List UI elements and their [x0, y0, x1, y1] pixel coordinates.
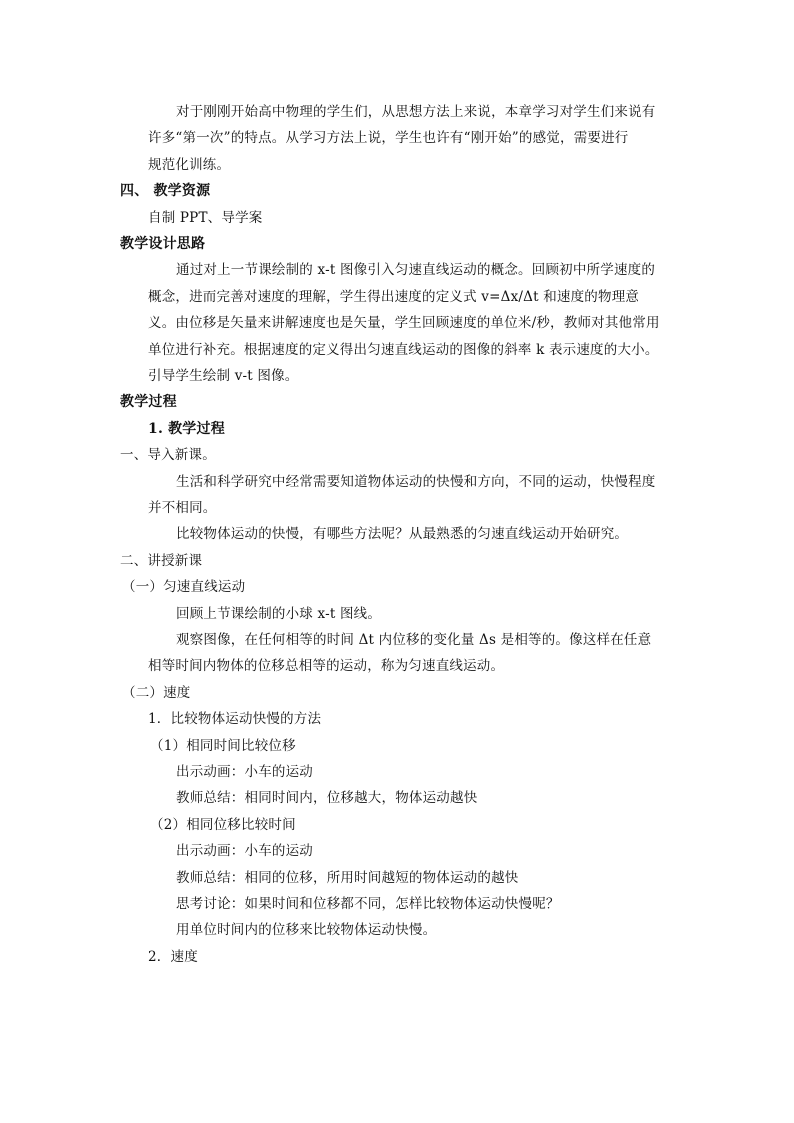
body-paragraph-line: 规范化训练。	[148, 157, 231, 173]
subsection-title: （二）速度	[122, 685, 191, 701]
body-paragraph-line: 1．比较物体运动快慢的方法	[148, 711, 322, 727]
body-paragraph-line: 教师总结：相同时间内，位移越大，物体运动越快	[176, 790, 478, 806]
body-paragraph-line: 出示动画：小车的运动	[176, 843, 313, 859]
body-paragraph-line: 单位进行补充。根据速度的定义得出匀速直线运动的图像的斜率 k 表示速度的大小。	[148, 342, 659, 358]
body-paragraph-line: 相等时间内物体的位移总相等的运动，称为匀速直线运动。	[148, 658, 505, 674]
section-title: 一、导入新课。	[120, 447, 216, 463]
section-heading: 四、 教学资源	[120, 183, 211, 199]
list-item: （1）相同时间比较位移	[150, 738, 296, 754]
body-paragraph-line: 义。由位移是矢量来讲解速度也是矢量，学生回顾速度的单位米/秒，教师对其他常用	[148, 315, 660, 331]
body-paragraph-line: 引导学生绘制 v-t 图像。	[148, 368, 299, 384]
list-item: （2）相同位移比较时间	[150, 817, 296, 833]
body-paragraph-line: 自制 PPT、导学案	[148, 210, 263, 226]
body-paragraph-line: 对于刚刚开始高中物理的学生们，从思想方法上来说，本章学习对学生们来说有	[176, 104, 656, 120]
section-title: 二、讲授新课	[120, 553, 203, 569]
body-paragraph-line: 生活和科学研究中经常需要知道物体运动的快慢和方向，不同的运动，快慢程度	[176, 474, 656, 490]
sub-heading: 1. 教学过程	[148, 421, 225, 437]
body-paragraph-line: 回顾上节课绘制的小球 x-t 图线。	[176, 606, 382, 622]
body-paragraph-line: 观察图像，在任何相等的时间 Δt 内位移的变化量 Δs 是相等的。像这样在任意	[176, 632, 652, 648]
section-heading: 教学过程	[120, 394, 177, 410]
body-paragraph-line: 许多“第一次”的特点。从学习方法上说，学生也许有“刚开始”的感觉，需要进行	[148, 130, 629, 146]
body-paragraph-line: 并不相同。	[148, 500, 217, 516]
section-heading: 教学设计思路	[120, 236, 206, 252]
body-paragraph-line: 思考讨论：如果时间和位移都不同，怎样比较物体运动快慢呢？	[176, 896, 560, 912]
body-paragraph-line: 通过对上一节课绘制的 x-t 图像引入匀速直线运动的概念。回顾初中所学速度的	[176, 262, 656, 278]
body-paragraph-line: 概念，进而完善对速度的理解，学生得出速度的定义式 v=Δx/Δt 和速度的物理意	[148, 289, 640, 305]
body-paragraph-line: 教师总结：相同的位移，所用时间越短的物体运动的越快	[176, 870, 519, 886]
subsection-title: （一）匀速直线运动	[122, 579, 246, 595]
body-paragraph-line: 出示动画：小车的运动	[176, 764, 313, 780]
body-paragraph-line: 用单位时间内的位移来比较物体运动快慢。	[176, 922, 437, 938]
body-paragraph-line: 2．速度	[148, 949, 198, 965]
body-paragraph-line: 比较物体运动的快慢，有哪些方法呢？从最熟悉的匀速直线运动开始研究。	[176, 526, 629, 542]
